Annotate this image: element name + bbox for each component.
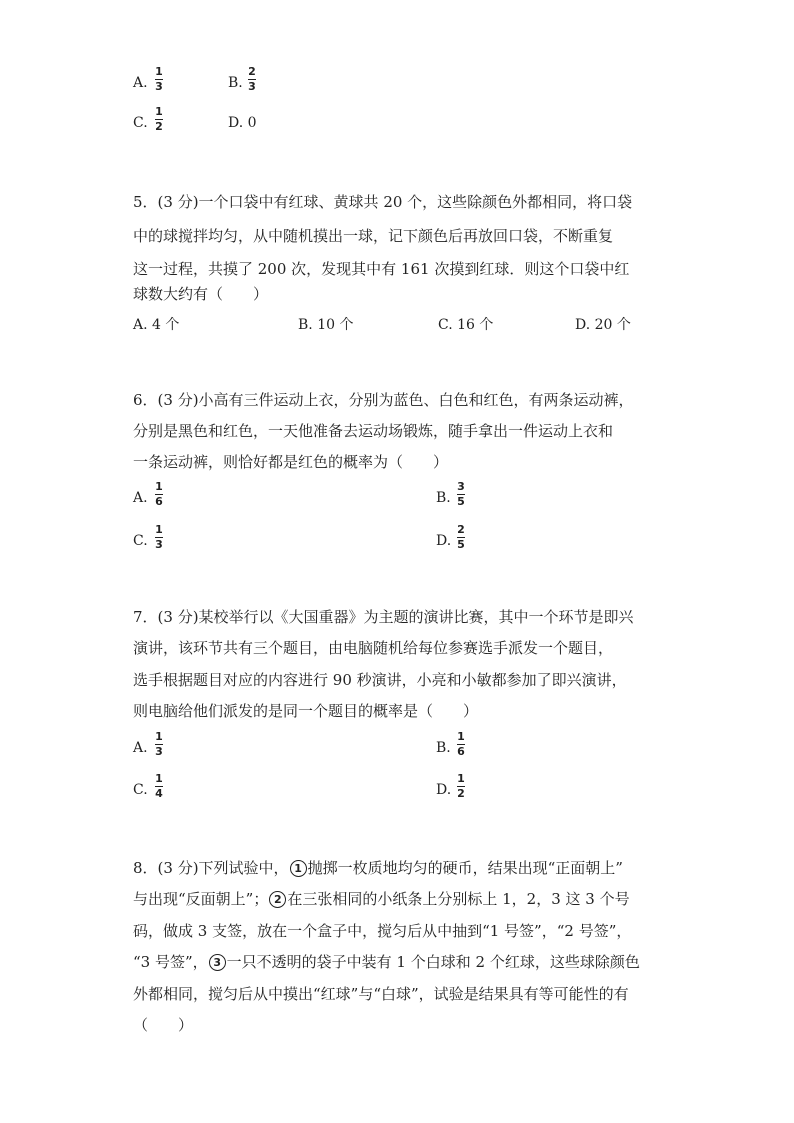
- circled-number-2: 2: [269, 891, 286, 908]
- denominator: 3: [155, 538, 163, 551]
- q4-option-d: D. 0: [228, 115, 257, 131]
- numerator: 1: [457, 772, 465, 785]
- q7-option-a-fraction: [155, 731, 163, 758]
- denominator: 3: [155, 80, 163, 93]
- q7-option-a-label: A.: [133, 740, 148, 756]
- q6-option-d-fraction: [457, 524, 465, 551]
- numerator: 1: [155, 65, 163, 78]
- denominator: 3: [155, 745, 163, 758]
- numerator: 1: [155, 523, 163, 536]
- denominator: 3: [248, 80, 256, 93]
- q5-stem-line-3: 这一过程，共摸了 200 次，发现其中有 161 次摸到红球．则这个口袋中红: [133, 260, 630, 278]
- numerator: 2: [248, 65, 256, 78]
- q7-option-c-fraction: [155, 773, 163, 800]
- denominator: 6: [457, 745, 465, 758]
- q5-option-c: C. 16 个: [438, 317, 494, 333]
- numerator: 1: [155, 480, 163, 493]
- q8-stem-line-4: [133, 952, 640, 972]
- numerator: 1: [155, 730, 163, 743]
- q8-line-1-text-a: 8．(3 分)下列试验中，: [133, 859, 289, 877]
- q6-stem-line-1: 6．(3 分)小高有三件运动上衣，分别为蓝色、白色和红色，有两条运动裤，: [133, 391, 634, 409]
- q6-option-c-fraction: [155, 524, 163, 551]
- q7-stem-line-1: 7．(3 分)某校举行以《大国重器》为主题的演讲比赛，其中一个环节是即兴: [133, 608, 634, 626]
- numerator: 3: [457, 480, 465, 493]
- q5-option-d: D. 20 个: [575, 317, 631, 333]
- q4-option-a-label: A.: [133, 75, 148, 91]
- q5-option-b: B. 10 个: [298, 317, 354, 333]
- q7-stem-line-3: 选手根据题目对应的内容进行 90 秒演讲，小亮和小敏都参加了即兴演讲，: [133, 671, 627, 689]
- q6-stem-line-2: 分别是黑色和红色，一天他准备去运动场锻炼，随手拿出一件运动上衣和: [133, 422, 614, 440]
- q8-line-2-text-b: 在三张相同的小纸条上分别标上 1，2，3 这 3 个号: [287, 890, 630, 908]
- q5-stem-line-2: 中的球搅拌均匀，从中随机摸出一球，记下颜色后再放回口袋，不断重复: [133, 227, 614, 245]
- q6-option-c-label: C.: [133, 533, 148, 549]
- numerator: 1: [155, 772, 163, 785]
- denominator: 6: [155, 495, 163, 508]
- q8-line-4-text-b: 一只不透明的袋子中装有 1 个白球和 2 个红球，这些球除颜色: [226, 953, 640, 971]
- q6-option-d-label: D.: [436, 533, 452, 549]
- numerator: 2: [457, 523, 465, 536]
- q6-stem-line-3: 一条运动裤，则恰好都是红色的概率为（ ）: [133, 453, 449, 471]
- numerator: 1: [155, 105, 163, 118]
- q8-stem-line-2: [133, 889, 630, 909]
- q5-stem-line-1: 5．(3 分)一个口袋中有红球、黄球共 20 个，这些除颜色外都相同，将口袋: [133, 193, 633, 211]
- q8-stem-line-1: [133, 858, 623, 878]
- denominator: 5: [457, 538, 465, 551]
- q5-stem-line-4: 球数大约有（ ）: [133, 285, 269, 303]
- denominator: 4: [155, 787, 163, 800]
- circled-number-1: 1: [290, 860, 307, 877]
- q7-stem-line-2: 演讲，该环节共有三个题目，由电脑随机给每位参赛选手派发一个题目，: [133, 639, 614, 657]
- q4-option-a-fraction: [155, 66, 163, 93]
- q4-option-b-fraction: [248, 66, 256, 93]
- q6-option-a-label: A.: [133, 490, 148, 506]
- denominator: 5: [457, 495, 465, 508]
- q8-stem-line-3: 码，做成 3 支签，放在一个盒子中，搅匀后从中抽到“1 号签”，“2 号签”，: [133, 922, 632, 940]
- q7-stem-line-4: 则电脑给他们派发的是同一个题目的概率是（ ）: [133, 702, 479, 720]
- numerator: 1: [457, 730, 465, 743]
- q6-option-b-label: B.: [436, 490, 451, 506]
- q4-option-c-label: C.: [133, 115, 148, 131]
- q6-option-b-fraction: [457, 481, 465, 508]
- q8-stem-line-6: （ ）: [133, 1016, 194, 1034]
- q6-option-a-fraction: [155, 481, 163, 508]
- q7-option-b-fraction: [457, 731, 465, 758]
- q8-line-4-text-a: “3 号签”，: [133, 953, 208, 971]
- q7-option-d-fraction: [457, 773, 465, 800]
- q8-line-2-text-a: 与出现“反面朝上”；: [133, 890, 269, 908]
- q5-option-a: A. 4 个: [133, 317, 180, 333]
- q7-option-d-label: D.: [436, 782, 452, 798]
- q7-option-b-label: B.: [436, 740, 451, 756]
- q8-stem-line-5: 外都相同，搅匀后从中摸出“红球”与“白球”，试验是结果具有等可能性的有: [133, 985, 629, 1003]
- denominator: 2: [155, 120, 163, 133]
- q4-option-c-fraction: [155, 106, 163, 133]
- q4-option-b-label: B.: [228, 75, 243, 91]
- circled-number-3: 3: [209, 954, 226, 971]
- denominator: 2: [457, 787, 465, 800]
- q8-line-1-text-b: 抛掷一枚质地均匀的硬币，结果出现“正面朝上”: [307, 859, 623, 877]
- q7-option-c-label: C.: [133, 782, 148, 798]
